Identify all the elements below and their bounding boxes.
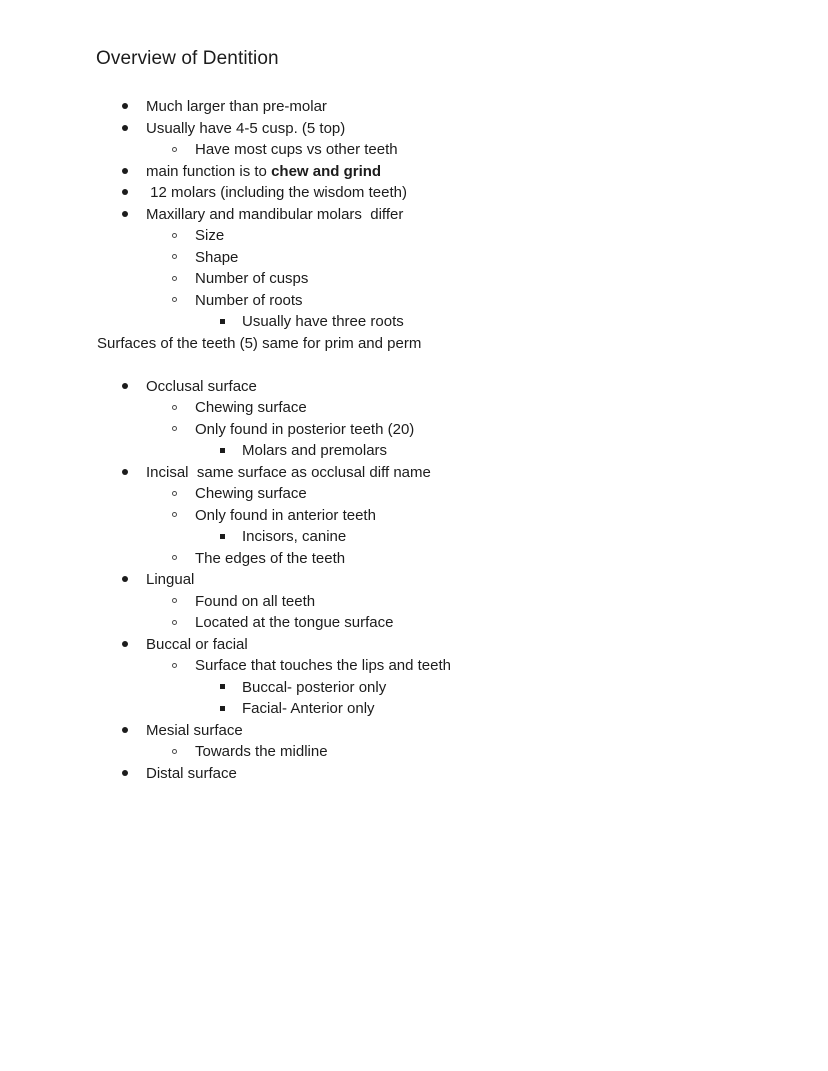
list-item-label: Mesial surface (146, 721, 243, 739)
filled-circle-bullet (121, 118, 128, 140)
list-item (0, 720, 828, 742)
hollow-circle-bullet (171, 419, 178, 441)
list-item-label: Incisal same surface as occlusal diff name (146, 463, 431, 481)
hollow-circle-bullet (171, 483, 178, 505)
list-item (0, 96, 828, 118)
list-item (0, 677, 828, 699)
list-item (0, 139, 828, 161)
filled-square-bullet (219, 311, 226, 333)
hollow-circle-bullet (171, 655, 178, 677)
list-item-label: Located at the tongue surface (195, 614, 394, 631)
list-item (0, 698, 828, 720)
standalone-line (0, 333, 828, 355)
list-item-label: The edges of the teeth (195, 549, 346, 567)
filled-circle-bullet (121, 569, 128, 591)
list-item-label: main function is to (146, 162, 272, 180)
list-item (0, 419, 828, 441)
list-item (0, 655, 828, 677)
list-item-label: Found on all teeth (195, 592, 316, 610)
list-item-label: Usually have 4-5 cusp. (5 top) (146, 119, 346, 137)
list-item (0, 247, 828, 269)
filled-circle-bullet (121, 204, 128, 226)
list-item (0, 612, 828, 634)
list-item-label: Distal surface (146, 764, 237, 782)
list-item-label: Lingual (146, 571, 195, 588)
list-item (0, 182, 828, 204)
list-item-label: Surfaces of the teeth (5) same for prim and perm (97, 334, 422, 352)
blank-line (0, 354, 828, 376)
hollow-circle-bullet (171, 268, 178, 290)
filled-circle-bullet (121, 96, 128, 118)
notes-body (0, 96, 828, 784)
list-item (0, 161, 828, 183)
list-item (0, 204, 828, 226)
list-item-label: Only found in posterior teeth (20) (195, 420, 415, 438)
list-item-label: Much larger than pre-molar (146, 98, 327, 115)
list-item-label: Maxillary and mandibular molars differ (146, 205, 404, 223)
list-item-label: Facial- Anterior only (242, 700, 375, 717)
list-item (0, 311, 828, 333)
list-item-label: Molars and premolars (242, 442, 388, 459)
page-title: Overview of Dentition (96, 48, 279, 69)
list-item (0, 397, 828, 419)
list-item-label: Buccal- posterior only (242, 678, 387, 696)
filled-circle-bullet (121, 161, 128, 183)
list-item (0, 483, 828, 505)
list-item (0, 268, 828, 290)
list-item-label: Only found in anterior teeth (195, 506, 376, 524)
list-item (0, 118, 828, 140)
list-item (0, 376, 828, 398)
list-item (0, 505, 828, 527)
list-item-label: Buccal or facial (146, 635, 248, 653)
hollow-circle-bullet (171, 247, 178, 269)
filled-square-bullet (219, 698, 226, 720)
hollow-circle-bullet (171, 505, 178, 527)
filled-circle-bullet (121, 720, 128, 742)
list-item-label: Shape (195, 248, 239, 266)
hollow-circle-bullet (171, 397, 178, 419)
list-item (0, 763, 828, 785)
list-item-label: Chewing surface (195, 399, 307, 416)
hollow-circle-bullet (171, 290, 178, 312)
list-item (0, 591, 828, 613)
list-item-label: 12 molars (including the wisdom teeth) (146, 184, 407, 201)
list-item-label: Incisors, canine (242, 528, 347, 545)
hollow-circle-bullet (171, 139, 178, 161)
filled-square-bullet (219, 440, 226, 462)
hollow-circle-bullet (171, 548, 178, 570)
list-item-label: Have most cups vs other teeth (195, 141, 398, 158)
emphasized-text: chew and grind (271, 162, 382, 180)
list-item (0, 741, 828, 763)
list-item (0, 548, 828, 570)
filled-circle-bullet (121, 376, 128, 398)
list-item (0, 290, 828, 312)
hollow-circle-bullet (171, 225, 178, 247)
list-item-label: Surface that touches the lips and teeth (195, 657, 452, 674)
list-item (0, 440, 828, 462)
list-item-label: Usually have three roots (242, 313, 404, 330)
list-item (0, 569, 828, 591)
list-item-label: Chewing surface (195, 485, 307, 502)
list-item (0, 225, 828, 247)
list-item (0, 526, 828, 548)
list-item (0, 634, 828, 656)
hollow-circle-bullet (171, 591, 178, 613)
list-item-label: Number of cusps (195, 270, 309, 287)
filled-square-bullet (219, 677, 226, 699)
filled-circle-bullet (121, 763, 128, 785)
filled-circle-bullet (121, 182, 128, 204)
list-item-label: Size (195, 227, 225, 244)
filled-circle-bullet (121, 634, 128, 656)
filled-circle-bullet (121, 462, 128, 484)
filled-square-bullet (219, 526, 226, 548)
list-item-label: Occlusal surface (146, 377, 257, 395)
list-item-label: Towards the midline (195, 743, 328, 760)
list-item (0, 462, 828, 484)
hollow-circle-bullet (171, 612, 178, 634)
list-item-label: Number of roots (195, 291, 303, 309)
hollow-circle-bullet (171, 741, 178, 763)
